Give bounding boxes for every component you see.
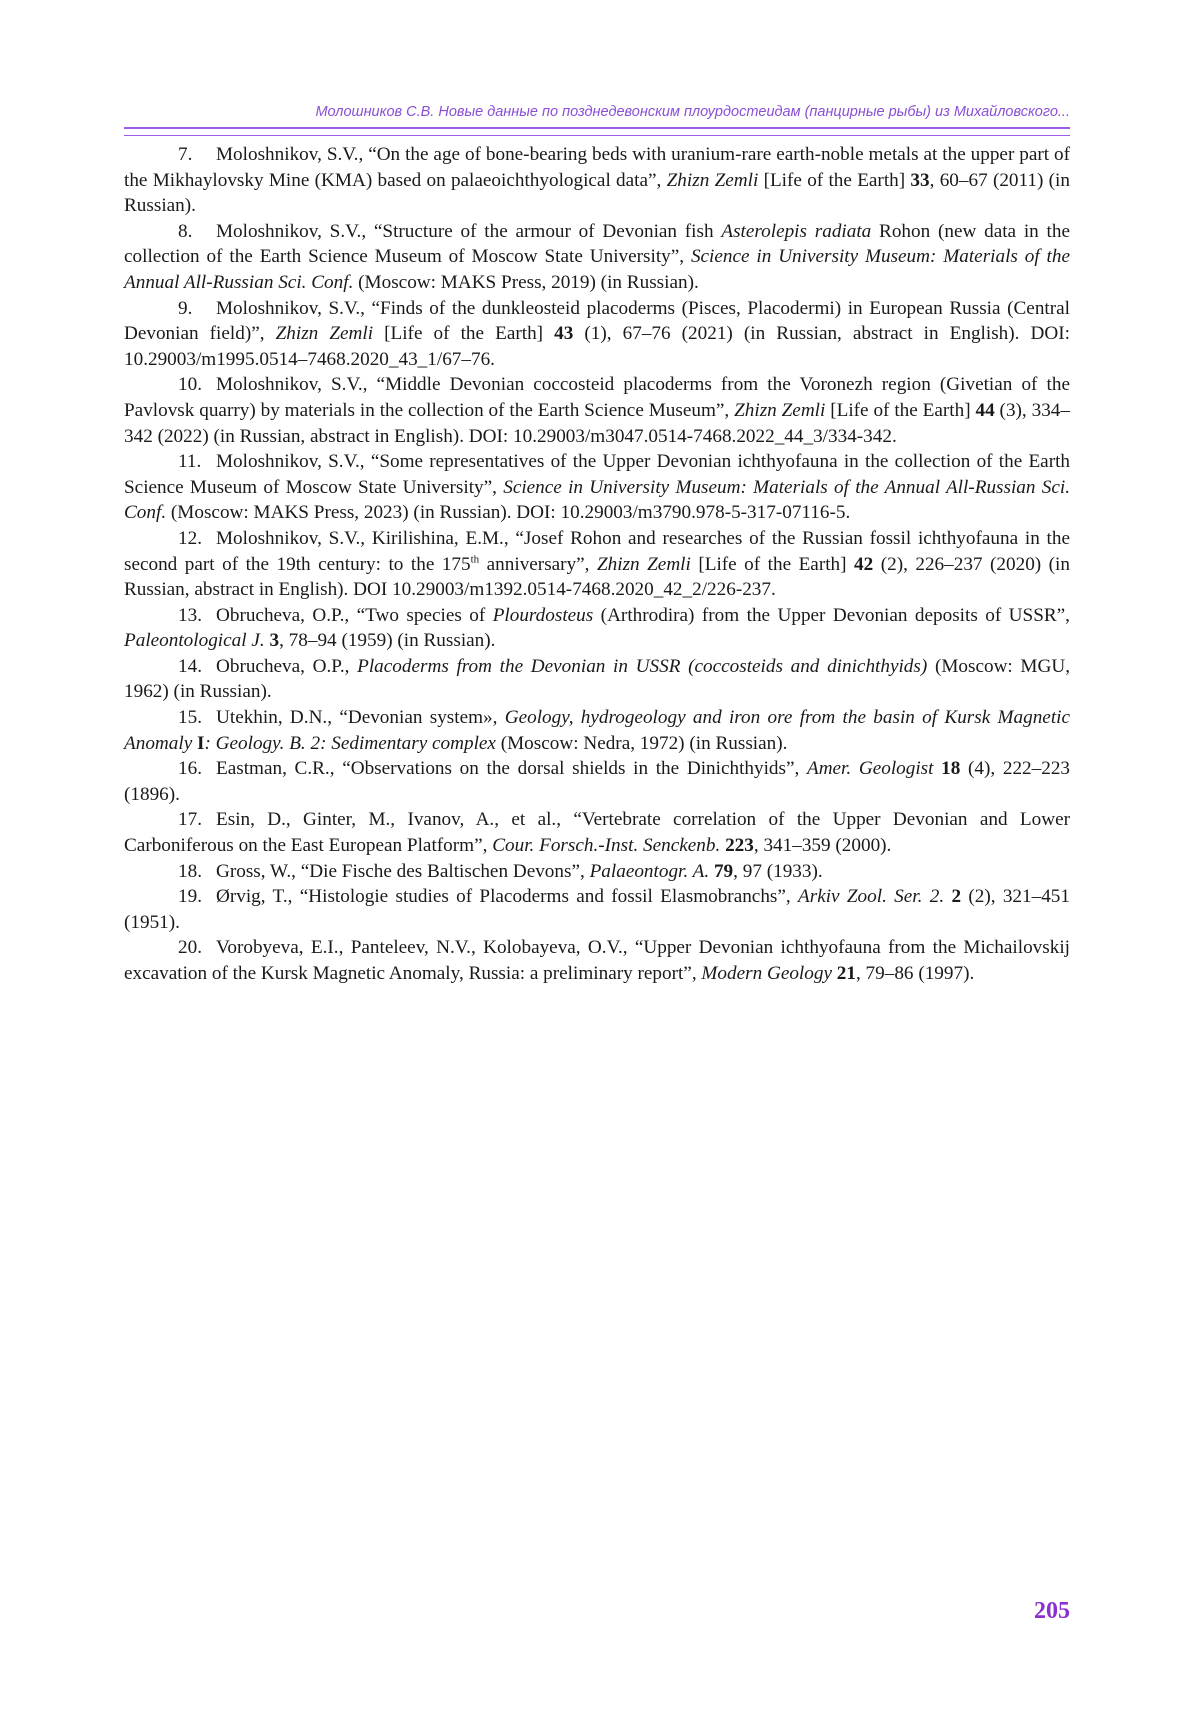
page-number: 205 bbox=[1034, 1598, 1070, 1624]
reference-20: 20. Vorobyeva, E.I., Panteleev, N.V., Kolobayeva, O.V., “Upper Devonian ichthyofauna from the Michailovskij excavation of the Kursk Magnetic Anomaly, Russia: a preliminary report”, Modern Geology 21, 79–86 (1997). bbox=[124, 937, 1070, 984]
reference-16: 16. Eastman, C.R., “Observations on the dorsal shields in the Dinichthyids”, Amer. Geologist 18 (4), 222–223 (1896). bbox=[124, 758, 1071, 805]
reference-8: 8. Moloshnikov, S.V., “Structure of the armour of Devonian fish Asterolepis radiata Rohon (new data in the collection of the Earth Science Museum of Moscow State University”, Science in University Museum: Materials of the Annual All-Russian Sci. Conf. (Moscow: MAKS Press, 2019) (in Russian). bbox=[124, 220, 1070, 293]
reference-10: 10. Moloshnikov, S.V., “Middle Devonian coccosteid placoderms from the Voronezh region (Givetian of the Pavlovsk quarry) by materials in the collection of the Earth Science Museum”, Zhizn Zemli [Life of the Earth] 44 (3), 334–342 (2022) (in Russian, abstract in English). DOI: 10.29003/m3047.0514-7468.2022_44_3/334-342. bbox=[124, 374, 1070, 447]
reference-12: 12. Moloshnikov, S.V., Kirilishina, E.M., “Josef Rohon and researches of the Russian fossil ichthyofauna in the second part of the 19th century: to the 175th anniversary”, Zhizn Zemli [Life of the Earth] 42 (2), 226–237 (2020) (in Russian, abstract in English). DOI 10.29003/m1392.0514-7468.2020_42_2/226-237. bbox=[124, 527, 1070, 601]
reference-11: 11. Moloshnikov, S.V., “Some representatives of the Upper Devonian ichthyofauna in the collection of the Earth Science Museum of Moscow State University”, Science in University Museum: Materials of the Annual All-Russian Sci. Conf. (Moscow: MAKS Press, 2023) (in Russian). DOI: 10.29003/m3790.978-5-317-07116-5. bbox=[124, 451, 1071, 524]
running-header: Молошников С.В. Новые данные по позднедевонским плоурдостеидам (панцирные рыбы) из Михайловского... bbox=[315, 104, 1070, 120]
reference-17: 17. Esin, D., Ginter, M., Ivanov, A., et al., “Vertebrate correlation of the Upper Devonian and Lower Carboniferous on the East European Platform”, Cour. Forsch.-Inst. Senckenb. 223, 341–359 (2000). bbox=[124, 809, 1070, 857]
reference-7: 7. Moloshnikov, S.V., “On the age of bone-bearing beds with uranium-rare earth-noble metals at the upper part of the Mikhaylovsky Mine (KMA) based on palaeoichthyological data”, Zhizn Zemli [Life of the Earth] 33, 60–67 (2011) (in Russian). bbox=[124, 144, 1070, 217]
reference-14: 14. Obrucheva, O.P., Placoderms from the Devonian in USSR (coccosteids and dinichthyids) (Moscow: MGU, 1962) (in Russian). bbox=[124, 655, 1070, 703]
reference-19: 19. Ørvig, T., “Histologie studies of Placoderms and fossil Elasmobranchs”, Arkiv Zool. Ser. 2. 2 (2), 321–451 (1951). bbox=[124, 886, 1070, 933]
reference-13: 13. Obrucheva, O.P., “Two species of Plourdosteus (Arthrodira) from the Upper Devonian deposits of USSR”, Paleontological J. 3, 78–94 (1959) (in Russian). bbox=[124, 604, 1070, 652]
reference-18: 18. Gross, W., “Die Fische des Baltischen Devons”, Palaeontogr. A. 79, 97 (1933). bbox=[178, 860, 823, 882]
reference-15: 15. Utekhin, D.N., “Devonian system», Geology, hydrogeology and iron ore from the basin of Kursk Magnetic Anomaly I: Geology. B. 2: Sedimentary complex (Moscow: Nedra, 1972) (in Russian). bbox=[124, 707, 1071, 754]
header-rule bbox=[124, 127, 1070, 136]
reference-9: 9. Moloshnikov, S.V., “Finds of the dunkleosteid placoderms (Pisces, Placodermi) in European Russia (Central Devonian field)”, Zhizn Zemli [Life of the Earth] 43 (1), 67–76 (2021) (in Russian, abstract in English). DOI: 10.29003/m1995.0514–7468.2020_43_1/67–76. bbox=[124, 297, 1070, 370]
reference-list bbox=[124, 142, 1070, 987]
